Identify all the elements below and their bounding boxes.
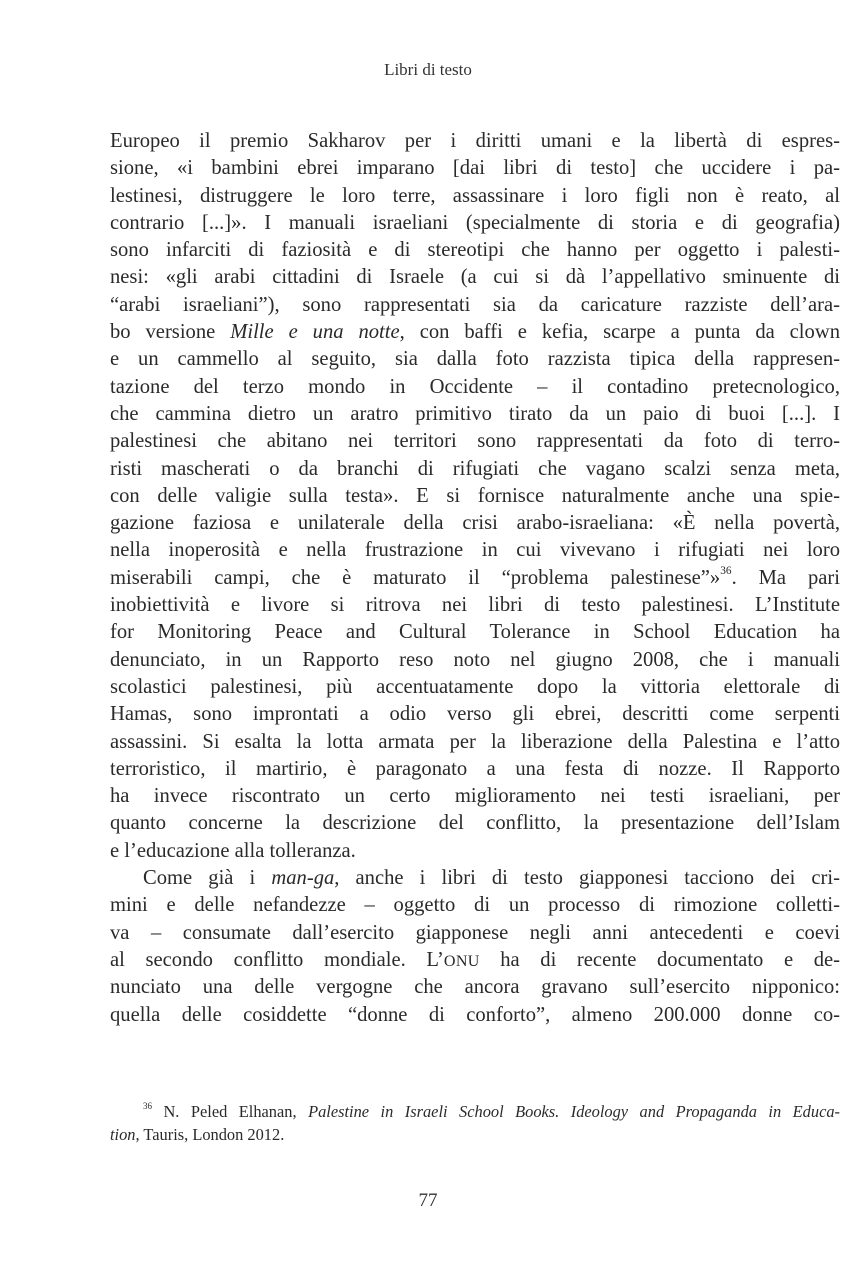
text-line — [110, 565, 840, 592]
italic-title: Palestine in Israeli School Books. Ideology and Propaganda in Educa- — [308, 1102, 840, 1121]
text-line: mini e delle nefandezze – oggetto di un processo di rimozione colletti- — [110, 894, 840, 917]
text-run: bo versione — [110, 321, 231, 344]
text-line: gazione faziosa e unilaterale della crisi arabo-israeliana: «È nella povertà, — [110, 512, 840, 535]
text-run: al secondo conflitto mondiale. L’ — [110, 948, 444, 971]
text-line: ha invece riscontrato un certo miglioramento nei testi israeliani, per — [110, 785, 840, 808]
text-line — [110, 865, 840, 892]
text-run: . Ma pari — [731, 566, 840, 589]
footnotes — [110, 1100, 840, 1146]
text-line: nesi: «gli arabi cittadini di Israele (a cui si dà l’appellativo sminuente di — [110, 266, 840, 289]
footnote-line — [110, 1123, 840, 1146]
text-line: scolastici palestinesi, più accentuatamente dopo la vittoria elettorale di — [110, 675, 840, 698]
page-number: 77 — [418, 1190, 438, 1211]
text-line: con delle valigie sulla testa». E si fornisce naturalmente anche una spie- — [110, 484, 840, 507]
text-line: nunciato una delle vergogne che ancora gravano sull’esercito nipponico: — [110, 976, 840, 999]
text-line: Hamas, sono improntati a odio verso gli ebrei, descritti come serpenti — [110, 703, 840, 726]
text-line: quanto concerne la descrizione del conflitto, la presentazione dell’Islam — [110, 812, 840, 835]
text-run: N. Peled Elhanan, — [152, 1102, 309, 1121]
text-run: miserabili campi, che è maturato il “problema palestinese”» — [110, 566, 721, 589]
running-head: Libri di testo — [384, 60, 472, 79]
text-line: che cammina dietro un aratro primitivo tirato da un paio di buoi [...]. I — [110, 402, 840, 425]
text-line: sono infarciti di faziosità e di stereotipi che hanno per oggetto i palesti- — [110, 239, 840, 262]
text-line: e l’educazione alla tolleranza. — [110, 839, 356, 862]
text-line: va – consumate dall’esercito giapponese negli anni antecedenti e coevi — [110, 921, 840, 944]
text-run: , anche i libri di testo giapponesi tacciono dei cri- — [334, 867, 840, 890]
text-line: e un cammello al seguito, sia dalla foto razzista tipica della rappresen- — [110, 348, 840, 371]
footnote-number: 36 — [143, 1101, 152, 1112]
text-line: sione, «i bambini ebrei imparano [dai libri di testo] che uccidere i pa- — [110, 157, 840, 180]
small-caps-acronym: ONU — [443, 952, 480, 970]
text-line: risti mascherati o da branchi di rifugiati che vagano scalzi senza meta, — [110, 457, 840, 480]
italic-term: man-ga — [271, 867, 335, 890]
text-line: nella inoperosità e nella frustrazione in cui vivevano i rifugiati nei loro — [110, 539, 840, 562]
text-run: Come già i — [143, 867, 272, 890]
body-text — [110, 128, 840, 1029]
italic-title: Mille e una notte — [230, 321, 400, 344]
text-line: for Monitoring Peace and Cultural Tolerance in School Education ha — [110, 621, 840, 644]
text-line — [110, 947, 840, 974]
text-line: tazione del terzo mondo in Occidente – il contadino pretecnologico, — [110, 375, 840, 398]
text-line: palestinesi che abitano nei territori sono rappresentati da foto di terro- — [110, 430, 840, 453]
footnote-line — [110, 1100, 840, 1123]
footnote-reference[interactable]: 36 — [720, 565, 732, 578]
text-line: assassini. Si esalta la lotta armata per la liberazione della Palestina e l’atto — [110, 730, 840, 753]
text-run: ha di recente documentato e de- — [479, 948, 841, 971]
text-line: inobiettività e livore si ritrova nei libri di testo palestinesi. L’Institute — [110, 594, 840, 617]
text-line: “arabi israeliani”), sono rappresentati sia da caricature razziste dell’ara- — [110, 293, 840, 316]
text-line — [110, 319, 840, 346]
text-line: quella delle cosiddette “donne di conforto”, almeno 200.000 donne co- — [110, 1003, 840, 1026]
text-line: lestinesi, distruggere le loro terre, assassinare i loro figli non è reato, al — [110, 184, 840, 207]
text-line: denunciato, in un Rapporto reso noto nel giugno 2008, che i manuali — [110, 648, 840, 671]
text-run: , Tauris, London 2012. — [135, 1125, 285, 1144]
text-line: terroristico, il martirio, è paragonato a una festa di nozze. Il Rapporto — [110, 757, 840, 780]
italic-title: tion — [110, 1125, 136, 1144]
text-line: contrario [...]». I manuali israeliani (specialmente di storia e di geografia) — [110, 211, 840, 234]
text-line: Europeo il premio Sakharov per i diritti umani e la libertà di espres- — [110, 130, 840, 152]
text-run: , con baffi e kefia, scarpe a punta da clown — [399, 321, 840, 344]
